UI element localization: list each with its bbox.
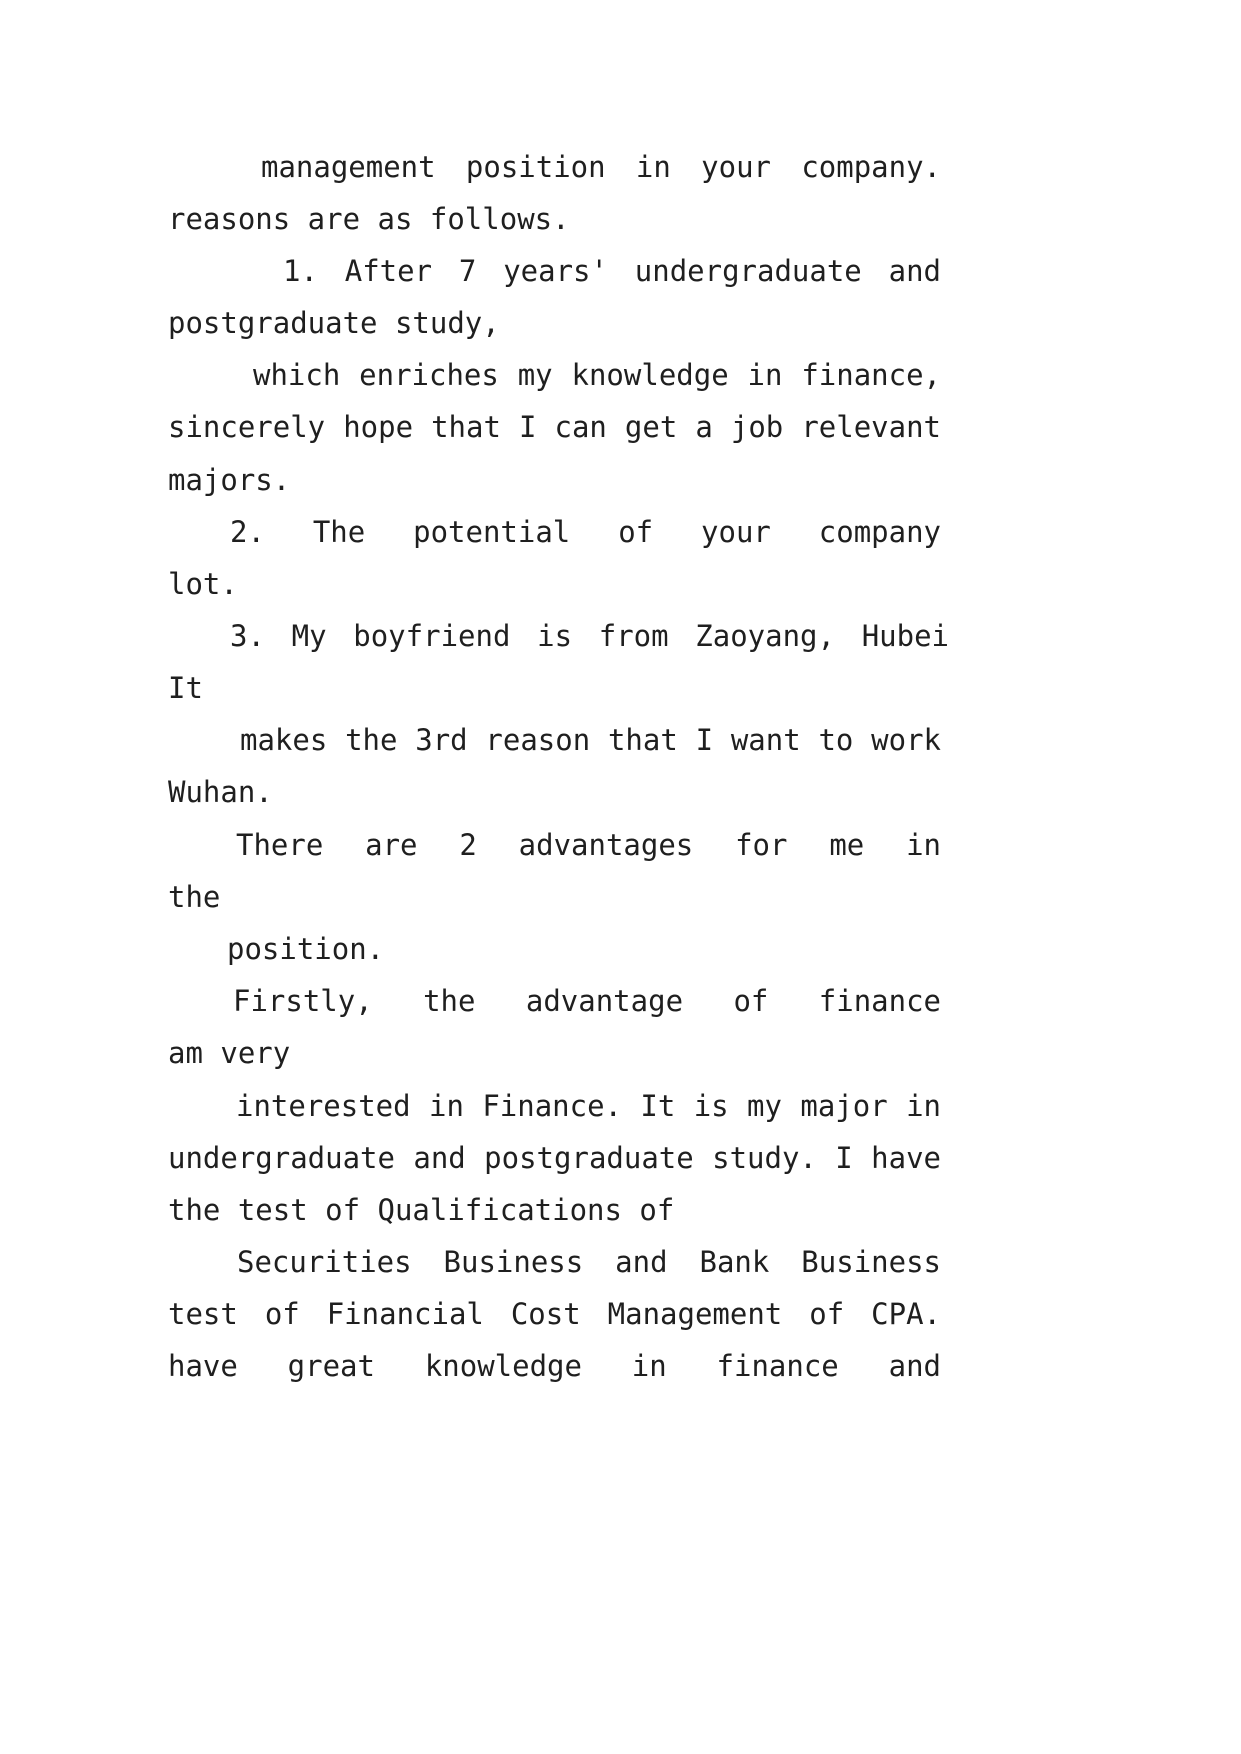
text-line: 1. After 7 years' undergraduate and xyxy=(283,254,941,288)
text-line: the test of Qualifications of xyxy=(168,1193,675,1227)
text-line: undergraduate and postgraduate study. I have xyxy=(168,1141,941,1175)
text-line: test of Financial Cost Management of CPA. xyxy=(168,1297,941,1331)
text-line: interested in Finance. It is my major in xyxy=(236,1089,941,1123)
text-line: It xyxy=(168,671,203,705)
text-line: majors. xyxy=(168,463,291,497)
text-line: which enriches my knowledge in finance, xyxy=(253,358,941,392)
text-line: position. xyxy=(227,932,385,966)
text-line: Wuhan. xyxy=(168,775,273,809)
text-line: makes the 3rd reason that I want to work xyxy=(240,723,941,757)
text-line: 3. My boyfriend is from Zaoyang, Hubei xyxy=(230,619,949,653)
text-line: There are 2 advantages for me in xyxy=(236,828,941,862)
text-line: reasons are as follows. xyxy=(168,202,570,236)
text-line: the xyxy=(168,880,221,914)
text-line: Firstly, the advantage of finance xyxy=(233,984,941,1018)
text-line: have great knowledge in finance and xyxy=(168,1349,941,1383)
text-line: sincerely hope that I can get a job relevant xyxy=(168,410,941,444)
text-line: 2. The potential of your company xyxy=(230,515,941,549)
text-line: postgraduate study, xyxy=(168,306,500,340)
text-line: lot. xyxy=(168,567,238,601)
text-line: management position in your company. xyxy=(261,150,941,184)
text-line: Securities Business and Bank Business xyxy=(237,1245,941,1279)
text-line: am very xyxy=(168,1036,291,1070)
